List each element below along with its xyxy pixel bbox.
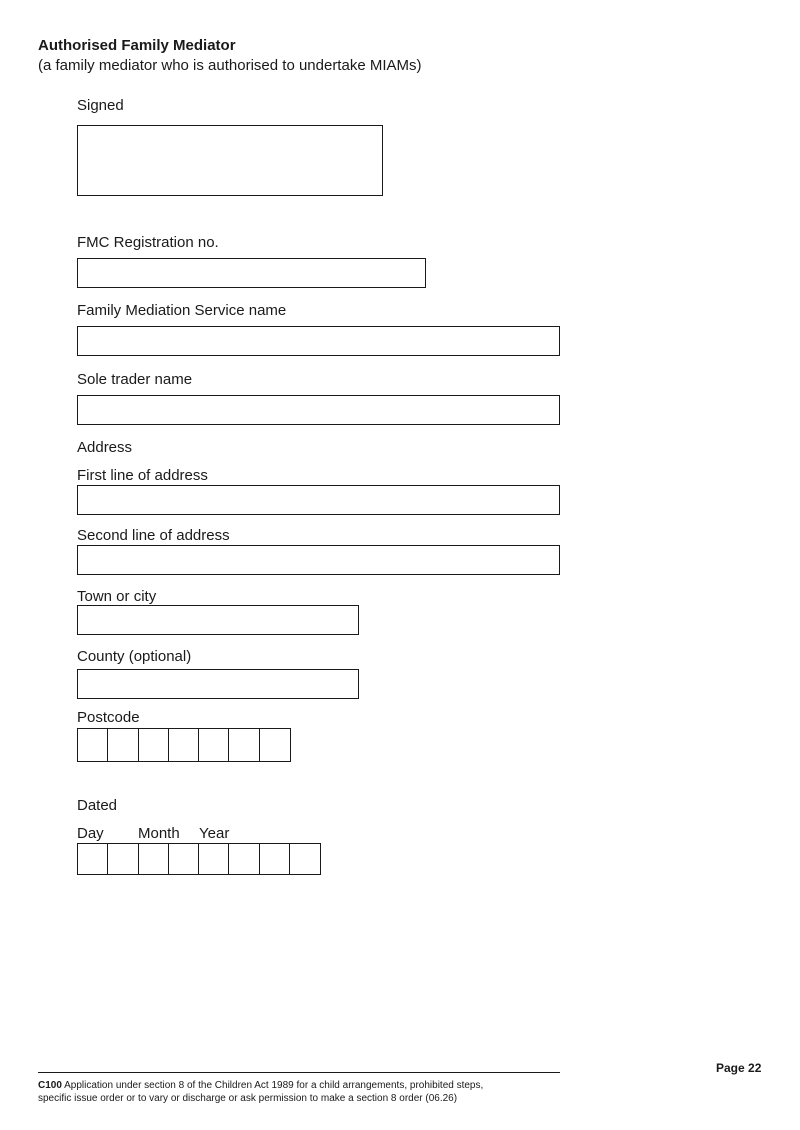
address-line1-label: First line of address	[77, 467, 208, 484]
footer-divider	[38, 1072, 560, 1073]
postcode-cell[interactable]	[260, 729, 290, 761]
date-cell[interactable]	[169, 844, 199, 874]
postcode-cell[interactable]	[108, 729, 138, 761]
postcode-label: Postcode	[77, 709, 140, 726]
address-line2-field[interactable]	[77, 545, 560, 575]
section-title: Authorised Family Mediator	[38, 37, 236, 54]
year-label: Year	[199, 825, 230, 842]
section-subtitle: (a family mediator who is authorised to undertake MIAMs)	[38, 57, 422, 74]
sole-trader-label: Sole trader name	[77, 371, 193, 388]
postcode-cell[interactable]	[199, 729, 229, 761]
address-line2-label: Second line of address	[77, 527, 230, 544]
date-cell[interactable]	[78, 844, 108, 874]
date-cell[interactable]	[139, 844, 169, 874]
footer-text	[38, 1079, 483, 1105]
dated-label: Dated	[77, 797, 118, 814]
footer-description-line1: Application under section 8 of the Children Act 1989 for a child arrangements, prohibited steps,	[61, 1080, 484, 1091]
county-field[interactable]	[77, 669, 359, 699]
signature-field[interactable]	[77, 125, 383, 196]
form-code: C100	[38, 1080, 62, 1091]
date-cell[interactable]	[290, 844, 320, 874]
address-label: Address	[77, 439, 133, 456]
day-label: Day	[77, 825, 104, 842]
date-cell[interactable]	[260, 844, 290, 874]
town-label: Town or city	[77, 588, 157, 605]
date-cell[interactable]	[229, 844, 259, 874]
sole-trader-field[interactable]	[77, 395, 560, 425]
signed-label: Signed	[77, 97, 124, 114]
address-line1-field[interactable]	[77, 485, 560, 515]
postcode-field[interactable]	[77, 728, 291, 762]
service-name-label: Family Mediation Service name	[77, 302, 287, 319]
footer-description-line2: specific issue order or to vary or discharge or ask permission to make a section 8 order (06.26)	[38, 1093, 458, 1104]
county-label: County (optional)	[77, 648, 192, 665]
service-name-field[interactable]	[77, 326, 560, 356]
postcode-cell[interactable]	[139, 729, 169, 761]
page-number: Page 22	[716, 1061, 762, 1075]
date-cell[interactable]	[199, 844, 229, 874]
fmc-registration-field[interactable]	[77, 258, 426, 288]
month-label: Month	[138, 825, 180, 842]
fmc-registration-label: FMC Registration no.	[77, 234, 219, 251]
date-field[interactable]	[77, 843, 321, 875]
postcode-cell[interactable]	[169, 729, 199, 761]
postcode-cell[interactable]	[229, 729, 259, 761]
date-cell[interactable]	[108, 844, 138, 874]
town-field[interactable]	[77, 605, 359, 635]
postcode-cell[interactable]	[78, 729, 108, 761]
